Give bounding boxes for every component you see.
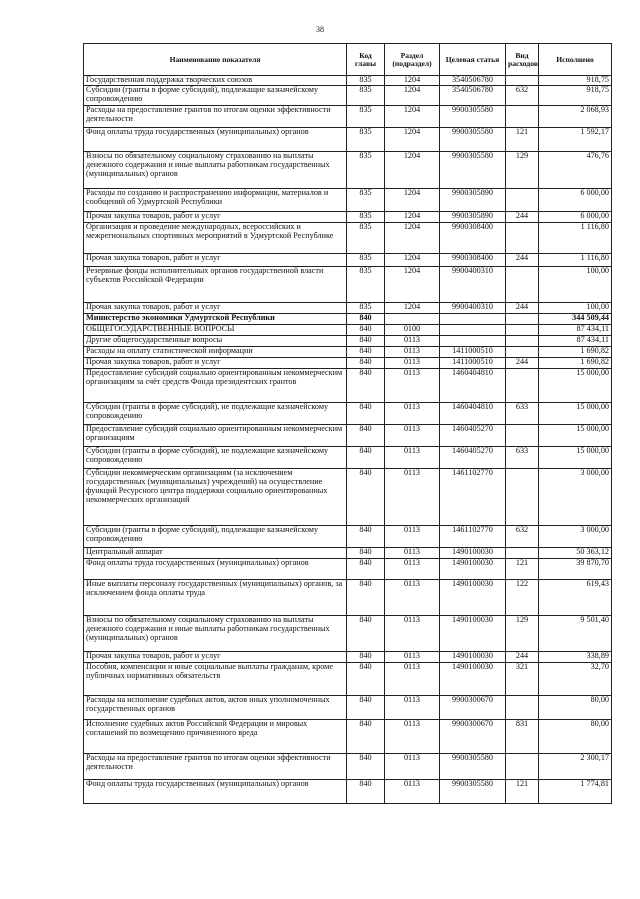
row-name: Прочая закупка товаров, работ и услуг — [84, 358, 347, 369]
page-number: 38 — [316, 25, 324, 34]
row-name: Субсидии (гранты в форме субсидий), подлежащие казначейскому сопровождению — [84, 86, 347, 106]
row-section: 0113 — [385, 652, 440, 663]
row-section: 1204 — [385, 223, 440, 254]
row-amount: 344 509,44 — [539, 314, 612, 325]
row-target: 3540506780 — [440, 76, 506, 86]
row-type: 121 — [506, 128, 539, 152]
row-code: 835 — [347, 267, 385, 303]
row-type: 244 — [506, 254, 539, 267]
row-code: 840 — [347, 580, 385, 616]
table-row — [84, 336, 612, 347]
row-target: 9900300670 — [440, 696, 506, 720]
row-code: 840 — [347, 403, 385, 425]
row-name: Расходы по созданию и распространению информации, материалов и сообщений об Удмуртской Республики — [84, 189, 347, 212]
row-amount: 80,00 — [539, 696, 612, 720]
row-target: 9900308400 — [440, 254, 506, 267]
table-row — [84, 314, 612, 325]
row-target: 1411000510 — [440, 358, 506, 369]
row-target: 9900400310 — [440, 303, 506, 314]
row-type — [506, 223, 539, 254]
row-amount: 338,89 — [539, 652, 612, 663]
row-section: 1204 — [385, 212, 440, 223]
row-amount: 1 774,81 — [539, 780, 612, 804]
table-row — [84, 696, 612, 720]
row-section: 1204 — [385, 152, 440, 189]
row-name: Взносы по обязательному социальному страхованию на выплаты денежного содержания и иные выплаты работникам государственных (муниципальных) органов — [84, 616, 347, 652]
row-type — [506, 696, 539, 720]
row-target: 9900305580 — [440, 128, 506, 152]
row-code: 840 — [347, 652, 385, 663]
row-code: 840 — [347, 325, 385, 336]
row-section: 0113 — [385, 336, 440, 347]
row-section: 1204 — [385, 189, 440, 212]
table-row — [84, 548, 612, 559]
row-target: 3540506780 — [440, 86, 506, 106]
row-amount: 39 870,70 — [539, 559, 612, 580]
row-code: 840 — [347, 616, 385, 652]
row-amount: 1 690,82 — [539, 347, 612, 358]
row-type — [506, 754, 539, 780]
row-section: 0113 — [385, 616, 440, 652]
row-code: 840 — [347, 720, 385, 754]
row-target: 1460405270 — [440, 447, 506, 469]
row-amount: 6 000,00 — [539, 189, 612, 212]
table-row — [84, 425, 612, 447]
row-amount: 15 000,00 — [539, 425, 612, 447]
row-type: 121 — [506, 559, 539, 580]
row-amount: 50 363,12 — [539, 548, 612, 559]
row-target: 1460405270 — [440, 425, 506, 447]
row-type: 831 — [506, 720, 539, 754]
row-type — [506, 347, 539, 358]
row-type — [506, 106, 539, 128]
row-type — [506, 336, 539, 347]
row-amount: 6 000,00 — [539, 212, 612, 223]
row-name: Субсидии некоммерческим организациям (за исключением государственных (муниципальных) учреждений) на осуществление функций Ресурсного центра поддержки социально ориентированных некоммерческих организаций — [84, 469, 347, 526]
row-amount: 1 690,82 — [539, 358, 612, 369]
row-name: Прочая закупка товаров, работ и услуг — [84, 212, 347, 223]
row-code: 835 — [347, 303, 385, 314]
row-amount: 15 000,00 — [539, 369, 612, 403]
table-row — [84, 652, 612, 663]
row-code: 840 — [347, 780, 385, 804]
header-amount: Исполнено — [539, 44, 612, 76]
row-target — [440, 336, 506, 347]
row-type: 244 — [506, 303, 539, 314]
row-section: 0113 — [385, 358, 440, 369]
row-amount: 2 068,93 — [539, 106, 612, 128]
row-amount: 100,00 — [539, 303, 612, 314]
row-name: Предоставление субсидий социально ориентированным некоммерческим организациям за счёт средств Фонда президентских грантов — [84, 369, 347, 403]
row-code: 835 — [347, 106, 385, 128]
row-amount: 1 116,80 — [539, 254, 612, 267]
row-name: Фонд оплаты труда государственных (муниципальных) органов — [84, 128, 347, 152]
row-amount: 32,70 — [539, 663, 612, 696]
row-amount: 100,00 — [539, 267, 612, 303]
row-target: 1460404810 — [440, 403, 506, 425]
row-type: 129 — [506, 616, 539, 652]
row-type: 632 — [506, 86, 539, 106]
row-code: 840 — [347, 314, 385, 325]
row-amount: 87 434,11 — [539, 325, 612, 336]
row-amount: 15 000,00 — [539, 403, 612, 425]
row-section: 0113 — [385, 347, 440, 358]
row-section: 1204 — [385, 106, 440, 128]
row-target: 9900300670 — [440, 720, 506, 754]
row-type: 632 — [506, 526, 539, 548]
table-row — [84, 254, 612, 267]
row-code: 835 — [347, 189, 385, 212]
row-name: Иные выплаты персоналу государственных (муниципальных) органов, за исключением фонда оплаты труда — [84, 580, 347, 616]
row-type: 244 — [506, 212, 539, 223]
row-code: 840 — [347, 347, 385, 358]
table-row — [84, 580, 612, 616]
row-section: 0113 — [385, 580, 440, 616]
row-type — [506, 469, 539, 526]
row-amount: 87 434,11 — [539, 336, 612, 347]
row-section: 0113 — [385, 696, 440, 720]
table-row — [84, 212, 612, 223]
row-code: 835 — [347, 254, 385, 267]
row-type — [506, 369, 539, 403]
row-name: Исполнение судебных актов Российской Федерации и мировых соглашений по возмещению причиненного вреда — [84, 720, 347, 754]
table-row — [84, 358, 612, 369]
row-name: Прочая закупка товаров, работ и услуг — [84, 254, 347, 267]
row-name: Прочая закупка товаров, работ и услуг — [84, 303, 347, 314]
row-name: Субсидии (гранты в форме субсидий), не подлежащие казначейскому сопровождению — [84, 447, 347, 469]
row-code: 840 — [347, 447, 385, 469]
row-code: 835 — [347, 86, 385, 106]
row-target: 9900305580 — [440, 780, 506, 804]
table-row — [84, 720, 612, 754]
row-type — [506, 314, 539, 325]
row-name: Расходы на оплату статистической информации — [84, 347, 347, 358]
row-target: 1490100030 — [440, 559, 506, 580]
table-row — [84, 526, 612, 548]
row-code: 840 — [347, 369, 385, 403]
row-target: 9900305580 — [440, 106, 506, 128]
row-target: 9900305580 — [440, 152, 506, 189]
row-amount: 2 300,17 — [539, 754, 612, 780]
row-target: 1460404810 — [440, 369, 506, 403]
row-target: 1490100030 — [440, 616, 506, 652]
row-code: 840 — [347, 469, 385, 526]
row-code: 840 — [347, 425, 385, 447]
table-row — [84, 780, 612, 804]
row-code: 840 — [347, 696, 385, 720]
row-target: 1490100030 — [440, 580, 506, 616]
row-name: Министерство экономики Удмуртской Республики — [84, 314, 347, 325]
row-code: 835 — [347, 152, 385, 189]
row-name: ОБЩЕГОСУДАРСТВЕННЫЕ ВОПРОСЫ — [84, 325, 347, 336]
row-code: 840 — [347, 336, 385, 347]
row-section: 0113 — [385, 403, 440, 425]
row-target: 1461102770 — [440, 469, 506, 526]
row-name: Организация и проведение международных, всероссийских и межрегиональных спортивных мероприятий в Удмуртской Республике — [84, 223, 347, 254]
row-amount: 80,00 — [539, 720, 612, 754]
row-section: 0113 — [385, 720, 440, 754]
budget-execution-table — [83, 43, 612, 804]
row-name: Прочая закупка товаров, работ и услуг — [84, 652, 347, 663]
row-amount: 476,76 — [539, 152, 612, 189]
table-row — [84, 128, 612, 152]
table-row — [84, 325, 612, 336]
row-type: 129 — [506, 152, 539, 189]
row-name: Расходы на исполнение судебных актов, актов иных уполномоченных государственных органов — [84, 696, 347, 720]
row-code: 840 — [347, 663, 385, 696]
row-section: 0113 — [385, 548, 440, 559]
row-section — [385, 314, 440, 325]
row-section: 1204 — [385, 303, 440, 314]
table-row — [84, 76, 612, 86]
table-row — [84, 403, 612, 425]
row-target — [440, 325, 506, 336]
row-name: Взносы по обязательному социальному страхованию на выплаты денежного содержания и иные выплаты работникам государственных (муниципальных) органов — [84, 152, 347, 189]
table-row — [84, 189, 612, 212]
row-section: 1204 — [385, 76, 440, 86]
header-target: Целевая статья — [440, 44, 506, 76]
row-code: 835 — [347, 223, 385, 254]
row-section: 0113 — [385, 559, 440, 580]
row-type: 121 — [506, 780, 539, 804]
row-section: 0113 — [385, 663, 440, 696]
row-target: 1490100030 — [440, 548, 506, 559]
row-target: 1461102770 — [440, 526, 506, 548]
table-row — [84, 663, 612, 696]
row-section: 0113 — [385, 780, 440, 804]
table-header-row — [84, 44, 612, 76]
row-amount: 1 116,80 — [539, 223, 612, 254]
row-code: 840 — [347, 548, 385, 559]
row-section: 1204 — [385, 254, 440, 267]
row-type — [506, 267, 539, 303]
table-row — [84, 616, 612, 652]
row-name: Центральный аппарат — [84, 548, 347, 559]
row-section: 0113 — [385, 469, 440, 526]
row-type: 244 — [506, 652, 539, 663]
row-amount: 1 592,17 — [539, 128, 612, 152]
row-section: 1204 — [385, 86, 440, 106]
row-amount: 3 000,00 — [539, 469, 612, 526]
row-type: 633 — [506, 403, 539, 425]
table-row — [84, 303, 612, 314]
row-type: 321 — [506, 663, 539, 696]
row-section: 0100 — [385, 325, 440, 336]
row-target: 9900308400 — [440, 223, 506, 254]
row-amount: 3 000,00 — [539, 526, 612, 548]
table-row — [84, 86, 612, 106]
row-type — [506, 425, 539, 447]
row-target — [440, 314, 506, 325]
row-type: 633 — [506, 447, 539, 469]
header-section: Раздел (подраздел) — [385, 44, 440, 76]
row-name: Другие общегосударственные вопросы — [84, 336, 347, 347]
table-row — [84, 559, 612, 580]
row-type — [506, 548, 539, 559]
table-row — [84, 447, 612, 469]
row-amount: 15 000,00 — [539, 447, 612, 469]
row-section: 0113 — [385, 526, 440, 548]
row-amount: 918,75 — [539, 76, 612, 86]
table-row — [84, 347, 612, 358]
row-type: 122 — [506, 580, 539, 616]
row-code: 835 — [347, 212, 385, 223]
header-code: Код главы — [347, 44, 385, 76]
row-code: 840 — [347, 526, 385, 548]
table-row — [84, 152, 612, 189]
row-section: 0113 — [385, 369, 440, 403]
row-type — [506, 325, 539, 336]
row-amount: 619,43 — [539, 580, 612, 616]
row-code: 835 — [347, 76, 385, 86]
row-section: 0113 — [385, 447, 440, 469]
table-row — [84, 469, 612, 526]
table-row — [84, 106, 612, 128]
row-target: 9900305580 — [440, 754, 506, 780]
table-row — [84, 369, 612, 403]
row-name: Расходы на предоставление грантов по итогам оценки эффективности деятельности — [84, 754, 347, 780]
row-code: 835 — [347, 128, 385, 152]
row-name: Предоставление субсидий социально ориентированным некоммерческим организациям — [84, 425, 347, 447]
row-name: Расходы на предоставление грантов по итогам оценки эффективности деятельности — [84, 106, 347, 128]
row-type: 244 — [506, 358, 539, 369]
row-amount: 918,75 — [539, 86, 612, 106]
row-amount: 9 501,40 — [539, 616, 612, 652]
row-name: Государственная поддержка творческих союзов — [84, 76, 347, 86]
row-name: Субсидии (гранты в форме субсидий), подлежащие казначейскому сопровождению — [84, 526, 347, 548]
row-name: Резервные фонды исполнительных органов государственной власти субъектов Российской Федерации — [84, 267, 347, 303]
row-section: 1204 — [385, 267, 440, 303]
header-name: Наименование показателя — [84, 44, 347, 76]
row-code: 840 — [347, 559, 385, 580]
row-target: 1490100030 — [440, 663, 506, 696]
row-code: 840 — [347, 358, 385, 369]
table-row — [84, 754, 612, 780]
row-type — [506, 189, 539, 212]
row-target: 9900400310 — [440, 267, 506, 303]
row-target: 9900305890 — [440, 189, 506, 212]
row-target: 1411000510 — [440, 347, 506, 358]
row-section: 1204 — [385, 128, 440, 152]
header-type: Вид расходов — [506, 44, 539, 76]
row-type — [506, 76, 539, 86]
row-name: Субсидии (гранты в форме субсидий), не подлежащие казначейскому сопровождению — [84, 403, 347, 425]
row-code: 840 — [347, 754, 385, 780]
row-name: Пособия, компенсации и иные социальные выплаты гражданам, кроме публичных нормативных обязательств — [84, 663, 347, 696]
row-section: 0113 — [385, 754, 440, 780]
table-row — [84, 223, 612, 254]
row-target: 1490100030 — [440, 652, 506, 663]
row-name: Фонд оплаты труда государственных (муниципальных) органов — [84, 780, 347, 804]
table-row — [84, 267, 612, 303]
row-target: 9900305890 — [440, 212, 506, 223]
row-name: Фонд оплаты труда государственных (муниципальных) органов — [84, 559, 347, 580]
row-section: 0113 — [385, 425, 440, 447]
